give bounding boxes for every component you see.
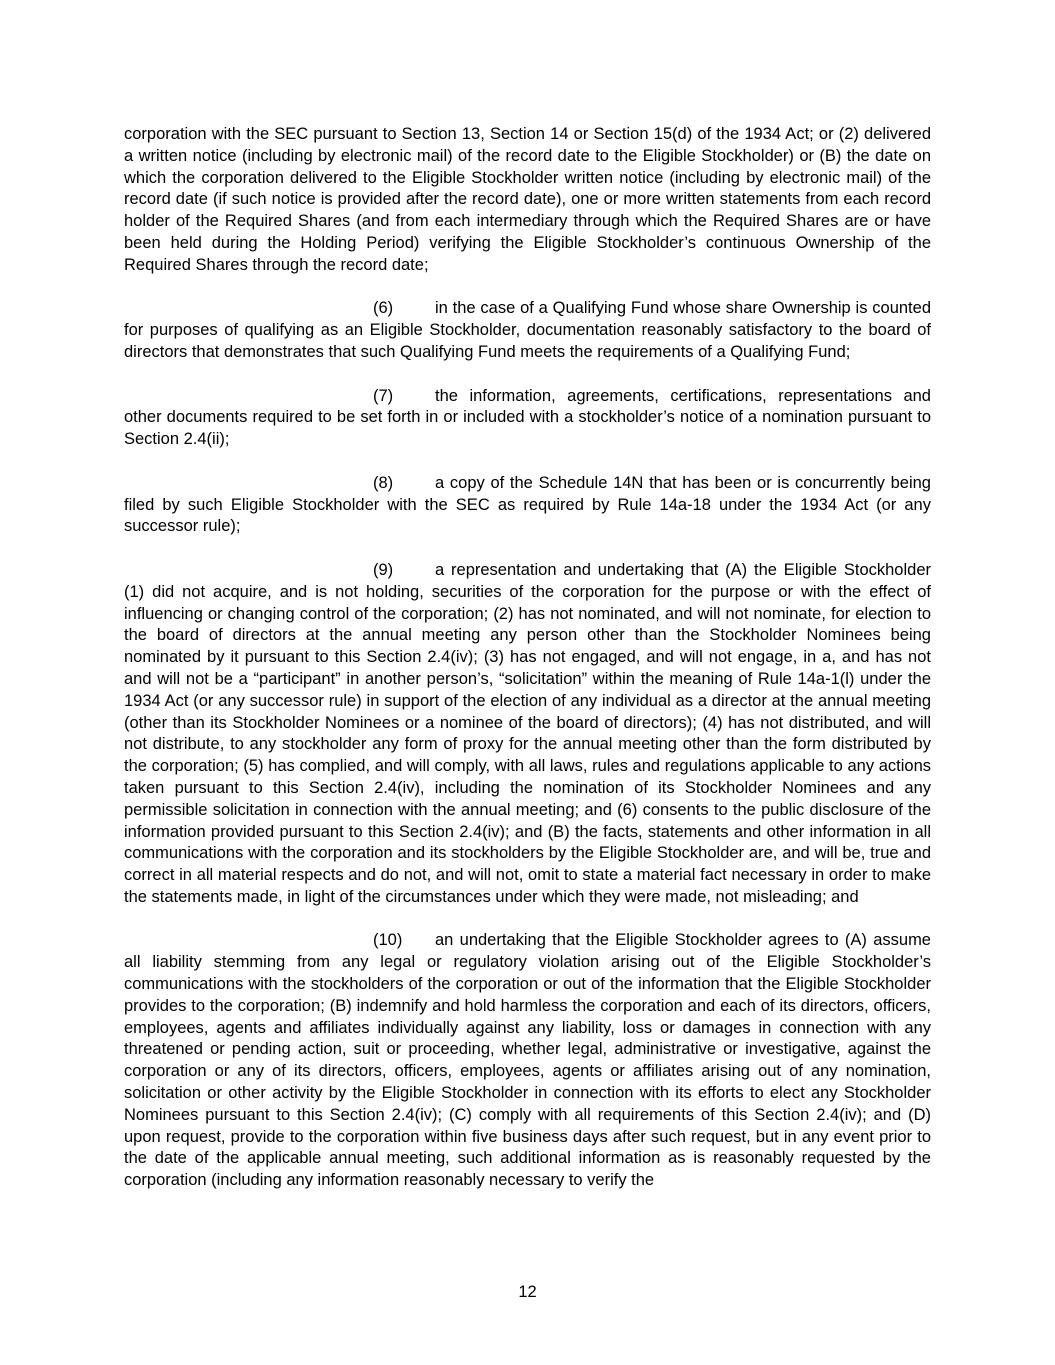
item-number: (10) xyxy=(373,931,403,950)
list-item-9 xyxy=(124,560,931,909)
item-text: a representation and undertaking that (A) the Eligible Stockholder (1) did not acquire, and is not holding, securities of the corporation for the purpose or with the effect of influencing or changing control of the corporation; (2) has not nominated, and will not nominate, for election to the board of directors at the annual meeting any person other than the Stockholder Nominees being nominated by it pursuant to this Section 2.4(iv); (3) has not engaged, and will not engage, in a, and has not and will not be a “participant” in another person’s, “solicitation” within the meaning of Rule 14a-1(l) under the 1934 Act (or any successor rule) in support of the election of any individual as a director at the annual meeting (other than its Stockholder Nominees or a nominee of the board of directors); (4) has not distributed, and will not distribute, to any stockholder any form of proxy for the annual meeting other than the form distributed by the corporation; (5) has complied, and will comply, with all laws, rules and regulations applicable to any actions taken pursuant to this Section 2.4(iv), including the nomination of its Stockholder Nominees and any permissible solicitation in connection with the annual meeting; and (6) consents to the public disclosure of the information provided pursuant to this Section 2.4(iv); and (B) the facts, statements and other information in all communications with the corporation and its stockholders by the Eligible Stockholder are, and will be, true and correct in all material respects and do not, and will not, omit to state a material fact necessary in order to make the statements made, in light of the circumstances under which they were made, not misleading; and xyxy=(124,560,931,906)
list-item-10 xyxy=(124,930,931,1192)
continuation-paragraph: corporation with the SEC pursuant to Section 13, Section 14 or Section 15(d) of the 1934 Act; or (2) delivered a written notice (including by electronic mail) of the record date to the Eligible Stockholder) or (B) the date on which the corporation delivered to the Eligible Stockholder written notice (including by electronic mail) of the record date (if such notice is provided after the record date), one or more written statements from each record holder of the Required Shares (and from each intermediary through which the Required Shares are or have been held during the Holding Period) verifying the Eligible Stockholder’s continuous Ownership of the Required Shares through the record date; xyxy=(124,125,931,274)
item-number: (9) xyxy=(373,560,394,579)
page-number: 12 xyxy=(518,1283,537,1301)
item-text: the information, agreements, certifications, representations and other documents required to be set forth in or included with a stockholder’s notice of a nomination pursuant to Section 2.4(ii); xyxy=(124,386,931,449)
item-number: (7) xyxy=(373,386,394,405)
list-item-6 xyxy=(124,298,931,363)
item-text: an undertaking that the Eligible Stockholder agrees to (A) assume all liability stemming from any legal or regulatory violation arising out of the Eligible Stockholder’s communications with the stockholders of the corporation or out of the information that the Eligible Stockholder provides to the corporation; (B) indemnify and hold harmless the corporation and each of its directors, officers, employees, agents and affiliates individually against any liability, loss or damages in connection with any threatened or pending action, suit or proceeding, whether legal, administrative or investigative, against the corporation or any of its directors, officers, employees, agents or affiliates arising out of any nomination, solicitation or other activity by the Eligible Stockholder in connection with its efforts to elect any Stockholder Nominees pursuant to this Section 2.4(iv); (C) comply with all requirements of this Section 2.4(iv); and (D) upon request, provide to the corporation within five business days after such request, but in any event prior to the date of the applicable annual meeting, such additional information as is reasonably requested by the corporation (including any information reasonably necessary to verify the xyxy=(124,931,931,1190)
list-item-8 xyxy=(124,473,931,538)
document-body xyxy=(124,124,931,1214)
item-text: a copy of the Schedule 14N that has been or is concurrently being filed by such Eligible Stockholder with the SEC as required by Rule 14a-18 under the 1934 Act (or any successor rule); xyxy=(124,473,931,536)
item-number: (6) xyxy=(373,299,394,318)
item-number: (8) xyxy=(373,473,394,492)
item-text: in the case of a Qualifying Fund whose share Ownership is counted for purposes of qualifying as an Eligible Stockholder, documentation reasonably satisfactory to the board of directors that demonstrates that such Qualifying Fund meets the requirements of a Qualifying Fund; xyxy=(124,299,931,361)
list-item-7 xyxy=(124,386,931,451)
